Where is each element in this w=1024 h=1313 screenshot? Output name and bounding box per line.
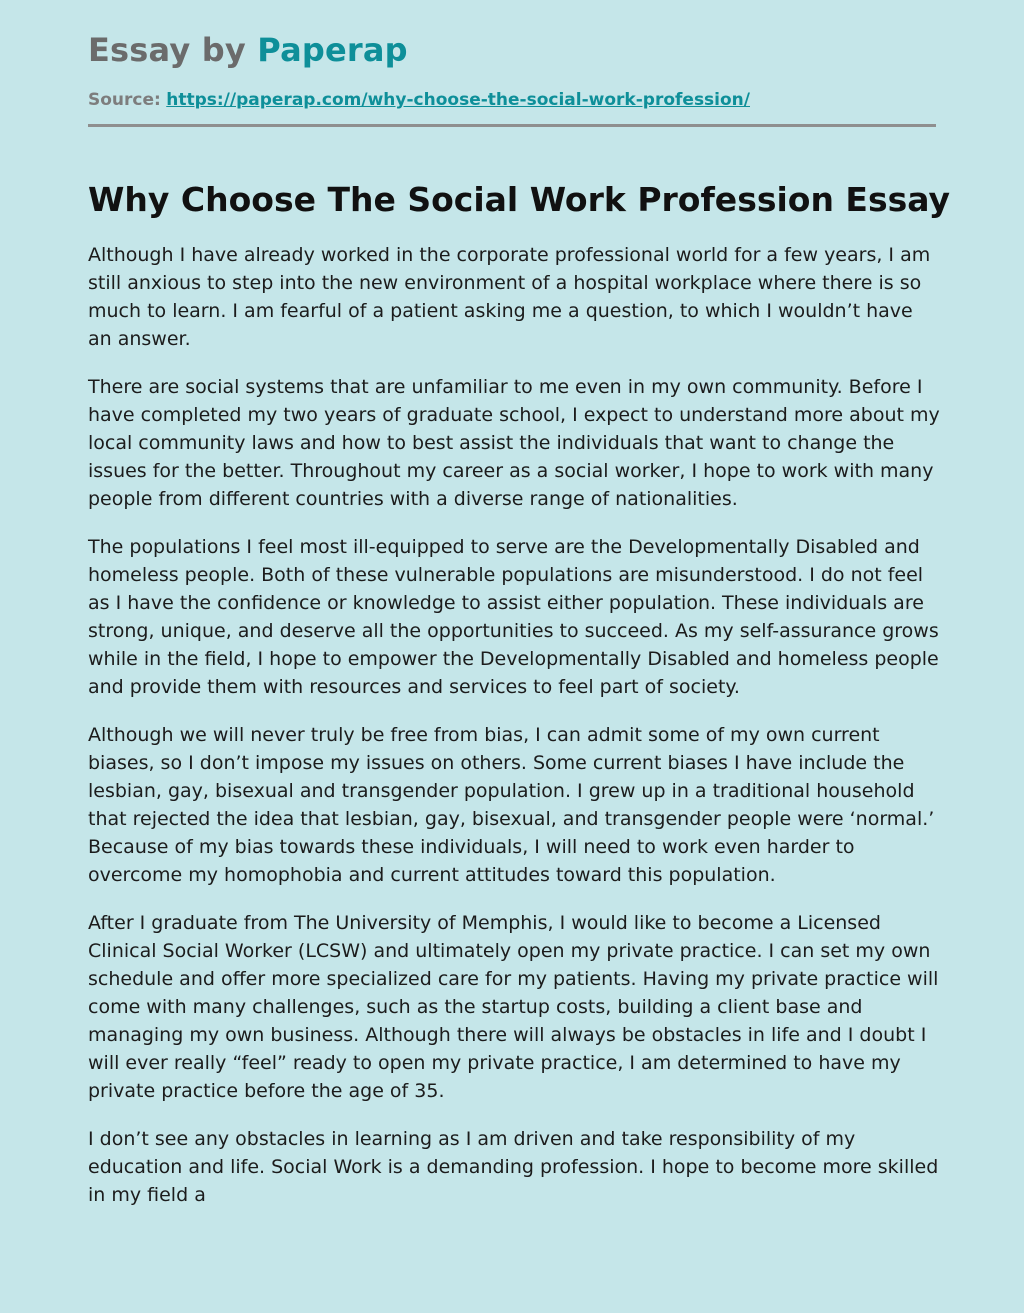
brand-name: Paperap xyxy=(257,31,408,69)
source-link[interactable]: https://paperap.com/why-choose-the-social-work-profession/ xyxy=(166,90,750,110)
essay-title: Why Choose The Social Work Profession Essay xyxy=(88,180,951,219)
essay-body xyxy=(88,241,940,1229)
essay-paragraph: There are social systems that are unfamiliar to me even in my own community. Before I have completed my two years of graduate school, I expect to understand more about my local community laws and how to best assist the individuals that want to change the issues for the better. Throughout my career as a social worker, I hope to work with many people from different countries with a diverse range of nationalities. xyxy=(88,376,940,510)
site-brand[interactable] xyxy=(88,30,408,70)
source-line xyxy=(88,88,750,112)
essay-paragraph: The populations I feel most ill-equipped to serve are the Developmentally Disabled and homeless people. Both of these vulnerable populations are misunderstood. I do not feel as I have the confidence or knowledge to assist either population. These individuals are strong, unique, and deserve all the opportunities to succeed. As my self-assurance grows while in the field, I hope to empower the Developmentally Disabled and homeless people and provide them with resources and services to feel part of society. xyxy=(88,536,939,698)
brand-prefix: Essay by xyxy=(88,31,258,69)
essay-paragraph: After I graduate from The University of Memphis, I would like to become a Licensed Clinical Social Worker (LCSW) and ultimately open my private practice. I can set my own schedule and offer more specialized care for my patients. Having my private practice will come with many challenges, such as the startup costs, building a client base and managing my own business. Although there will always be obstacles in life and I doubt I will ever really “feel” ready to open my private practice, I am determined to have my private practice before the age of 35. xyxy=(88,912,939,1102)
source-label: Source: xyxy=(88,90,161,110)
header-divider xyxy=(88,124,936,127)
essay-paragraph: I don’t see any obstacles in learning as I am driven and take responsibility of my education and life. Social Work is a demanding profession. I hope to become more skilled in my field a xyxy=(88,1128,939,1206)
essay-paragraph: Although we will never truly be free from bias, I can admit some of my own current biases, so I don’t impose my issues on others. Some current biases I have include the lesbian, gay, bisexual and transgender population. I grew up in a traditional household that rejected the idea that lesbian, gay, bisexual, and transgender people were ‘normal.’ Because of my bias towards these individuals, I will need to work even harder to overcome my homophobia and current attitudes toward this population. xyxy=(88,724,935,886)
essay-paragraph: Although I have already worked in the corporate professional world for a few years, I am still anxious to step into the new environment of a hospital workplace where there is so much to learn. I am fearful of a patient asking me a question, to which I wouldn’t have an answer. xyxy=(88,244,931,350)
